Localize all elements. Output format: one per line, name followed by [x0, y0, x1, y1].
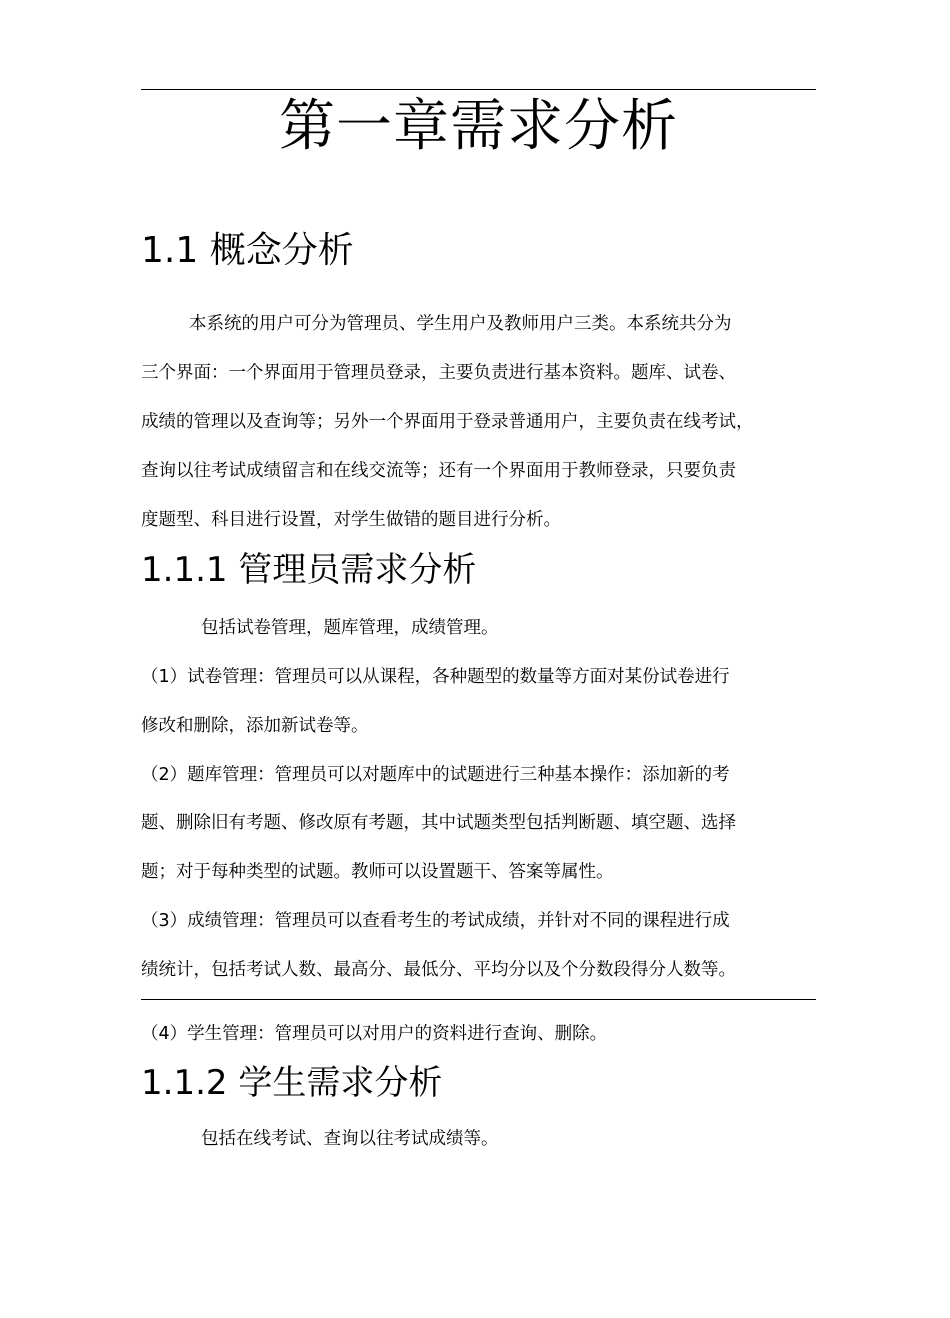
paragraph-line: 三个界面：一个界面用于管理员登录，主要负责进行基本资料。题库、试卷、 — [141, 363, 736, 383]
list-item-line: 题；对于每种类型的试题。教师可以设置题干、答案等属性。 — [141, 862, 614, 882]
section-heading-1-1-1: 1.1.1 管理员需求分析 — [141, 550, 477, 590]
section-intro: 包括在线考试、查询以往考试成绩等。 — [201, 1129, 499, 1149]
paragraph-line: 本系统的用户可分为管理员、学生用户及教师用户三类。本系统共分为 — [189, 314, 732, 334]
list-item-line: （3）成绩管理：管理员可以查看考生的考试成绩，并针对不同的课程进行成 — [141, 911, 730, 931]
list-item-line: 修改和删除，添加新试卷等。 — [141, 716, 369, 736]
list-item-line: 绩统计，包括考试人数、最高分、最低分、平均分以及个分数段得分人数等。 — [141, 960, 736, 980]
section-heading-1-1: 1.1 概念分析 — [141, 230, 354, 271]
list-item-line: （1）试卷管理：管理员可以从课程，各种题型的数量等方面对某份试卷进行 — [141, 667, 730, 687]
page-break-divider — [141, 999, 816, 1000]
paragraph-line: 查询以往考试成绩留言和在线交流等；还有一个界面用于教师登录，只要负责 — [141, 461, 736, 481]
paragraph-line: 度题型、科目进行设置，对学生做错的题目进行分析。 — [141, 510, 561, 530]
list-item-line: （2）题库管理：管理员可以对题库中的试题进行三种基本操作：添加新的考 — [141, 765, 730, 785]
section-intro: 包括试卷管理，题库管理，成绩管理。 — [201, 618, 499, 638]
chapter-title: 第一章需求分析 — [279, 94, 678, 159]
list-item-line: 题、删除旧有考题、修改原有考题，其中试题类型包括判断题、填空题、选择 — [141, 813, 736, 833]
section-heading-1-1-2: 1.1.2 学生需求分析 — [141, 1063, 443, 1103]
list-item-line: （4）学生管理：管理员可以对用户的资料进行查询、删除。 — [141, 1024, 608, 1044]
top-divider — [141, 89, 816, 90]
paragraph-line: 成绩的管理以及查询等；另外一个界面用于登录普通用户，主要负责在线考试， — [141, 412, 754, 432]
